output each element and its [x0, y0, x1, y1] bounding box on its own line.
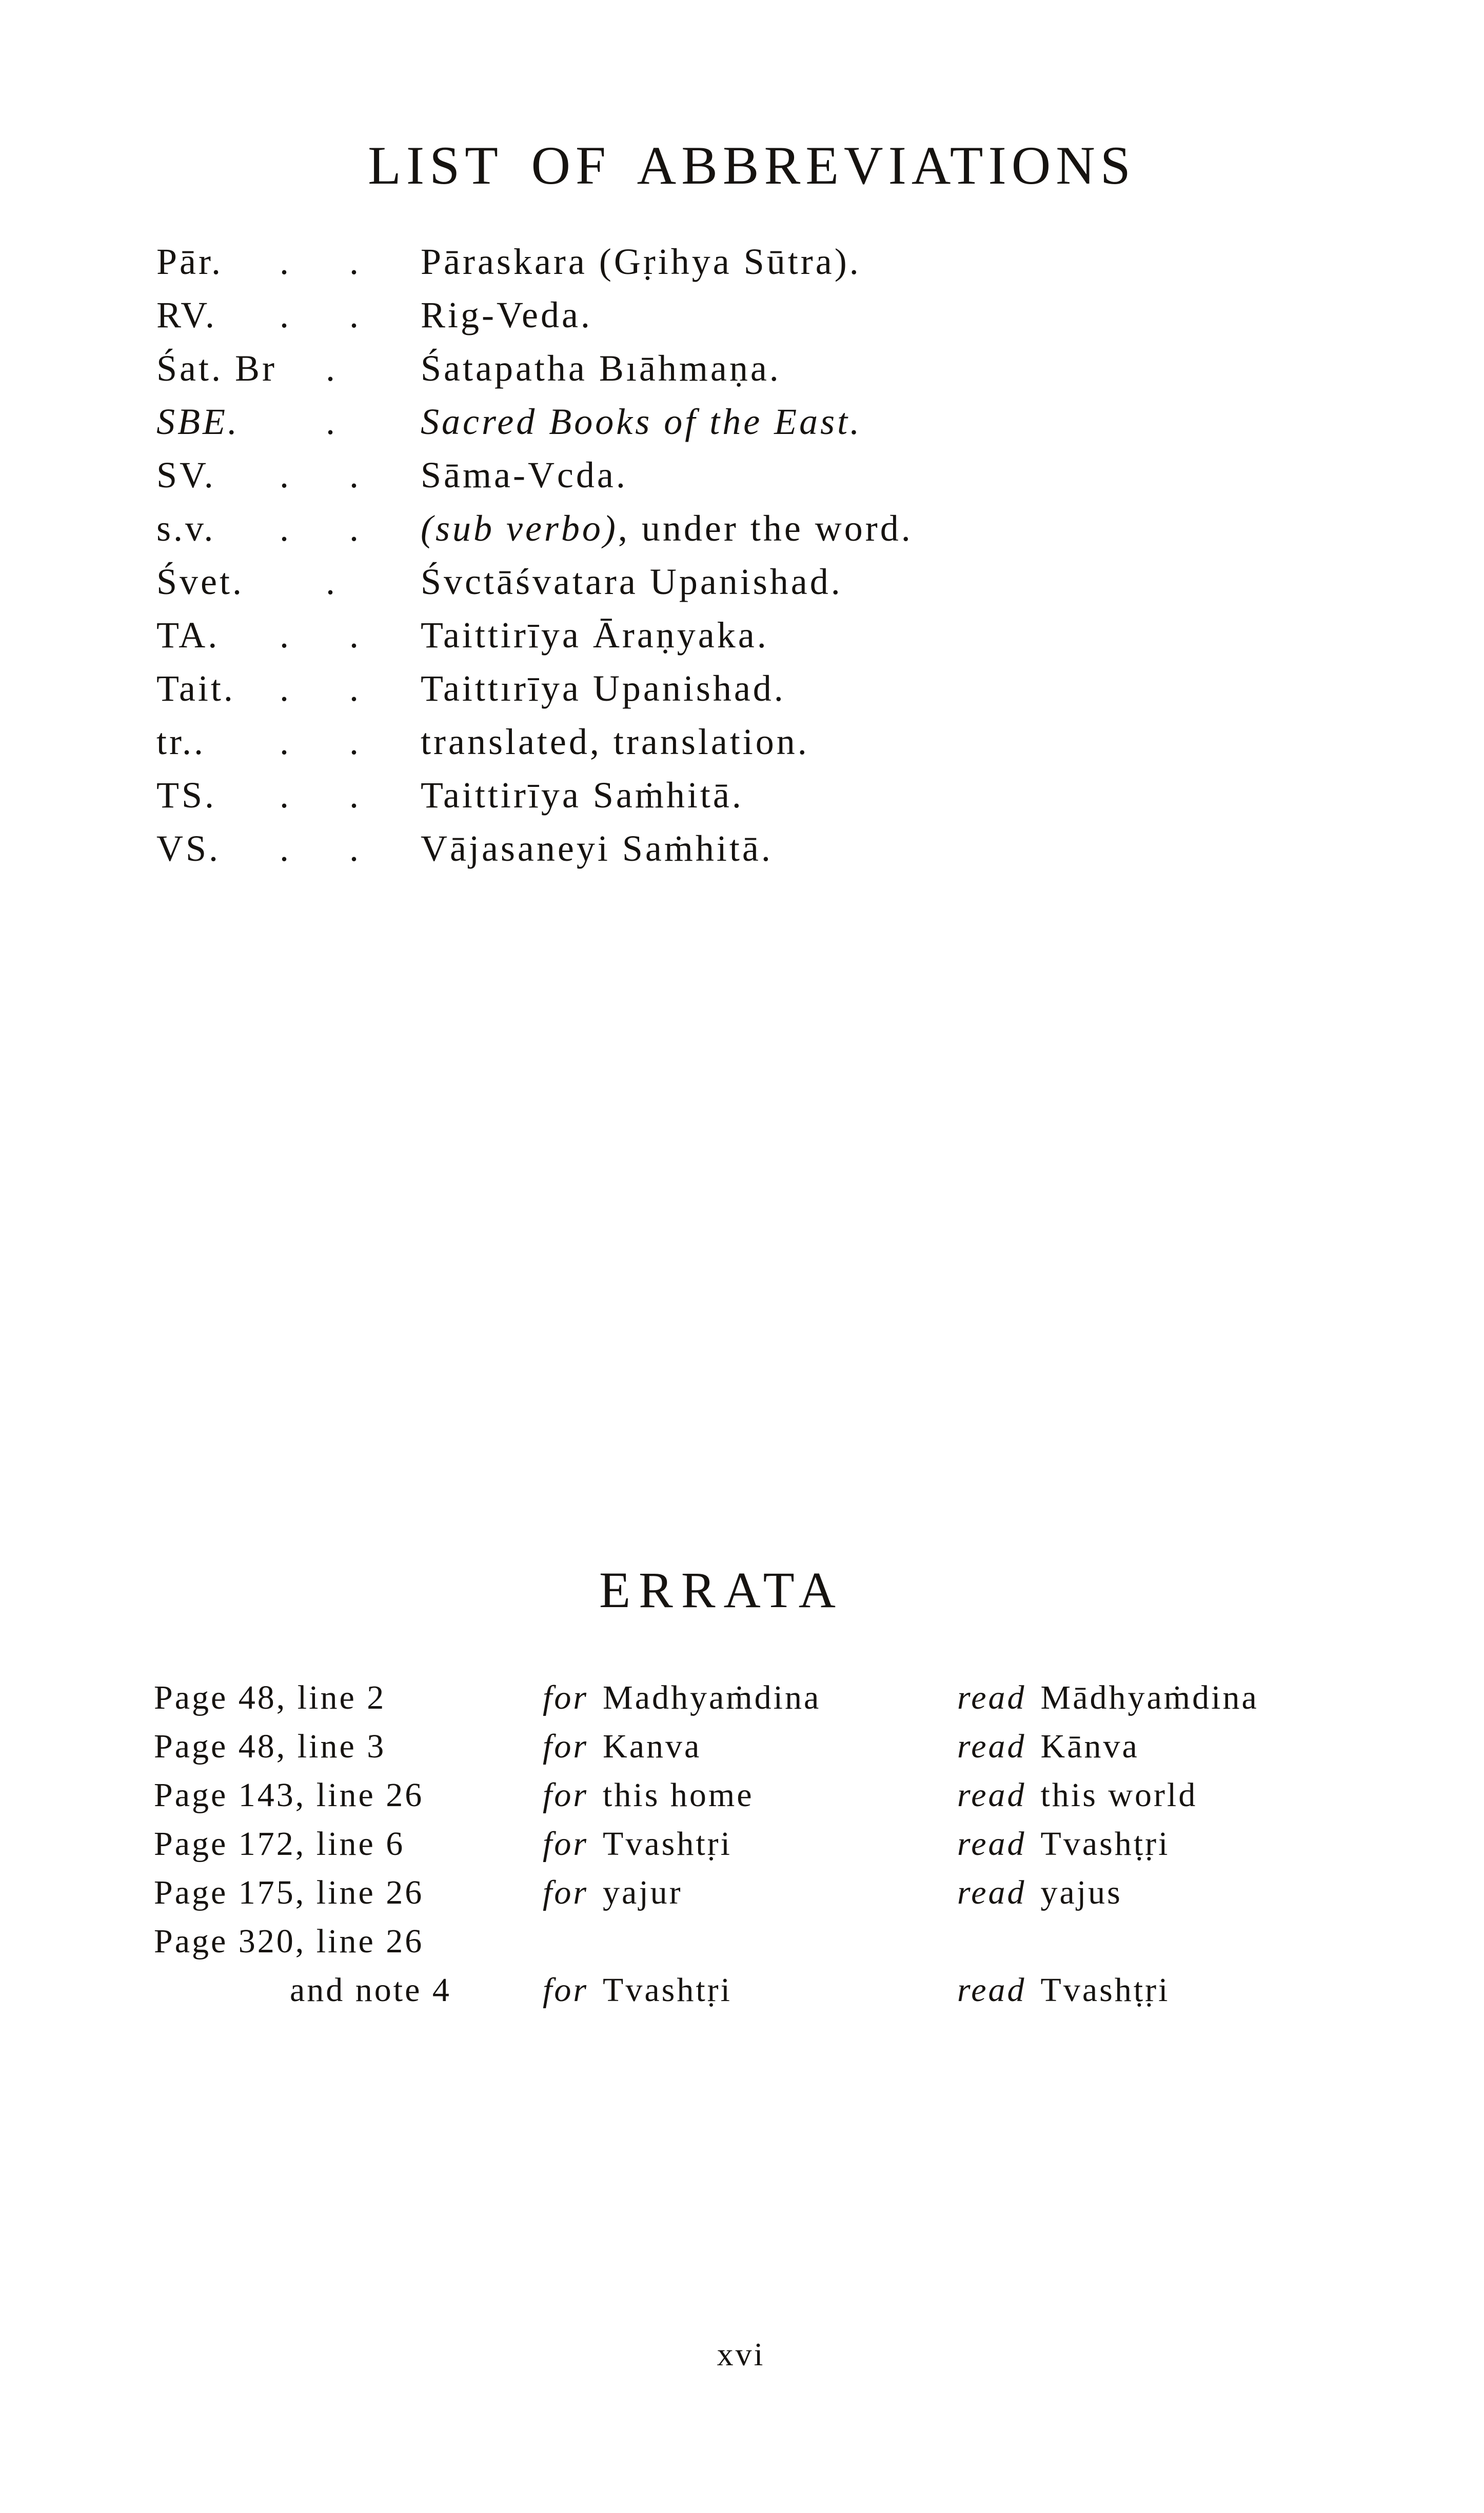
abbreviation-row: [156, 662, 1336, 715]
leader-dots: .: [326, 561, 338, 602]
errata-for-word: Madhyaṁdina: [603, 1679, 821, 1716]
errata-location: Page 175, line 26: [154, 1874, 424, 1911]
errata-location: Page 320, line 26: [154, 1923, 424, 1960]
abbreviation-row: [156, 822, 1336, 875]
errata-read-cell: [957, 1673, 1259, 1722]
errata-for-label: for: [543, 1825, 589, 1863]
abbreviation-definition: (sub verbo), under the word.: [421, 508, 913, 549]
leader-dots: . .: [280, 615, 361, 656]
abbreviation-label: tr..: [156, 721, 206, 762]
abbreviation-row: [156, 555, 1336, 608]
abbreviation-label: Śat. Br: [156, 348, 278, 389]
errata-read-word: Mādhyaṁdina: [1040, 1679, 1259, 1716]
abbreviation-label: TS.: [156, 775, 217, 816]
abbreviation-row: [156, 502, 1336, 555]
errata-read-cell: [957, 1819, 1170, 1868]
errata-read-cell: [957, 1771, 1197, 1819]
abbreviations-list: [156, 235, 1336, 875]
leader-dots: .: [326, 348, 338, 389]
abbreviation-label: Pār.: [156, 241, 224, 282]
errata-list: [154, 1673, 1436, 2014]
errata-for-label: for: [543, 1679, 589, 1716]
leader-dots: . .: [280, 668, 361, 709]
leader-dots: . .: [280, 721, 361, 762]
abbreviation-row: [156, 395, 1336, 448]
leader-dots: . .: [280, 775, 361, 816]
errata-read-label: read: [957, 1776, 1026, 1814]
errata-read-word: yajus: [1040, 1874, 1122, 1911]
errata-location: Page 48, line 3: [154, 1728, 386, 1765]
errata-for-label: for: [543, 1874, 589, 1911]
abbreviation-row: [156, 768, 1336, 822]
abbreviation-label: s.v.: [156, 508, 216, 549]
errata-read-word: Tvashṭṛi: [1040, 1971, 1170, 2009]
abbreviation-row: [156, 608, 1336, 662]
abbreviation-row: [156, 715, 1336, 768]
abbreviation-definition: Sacred Books of the East.: [421, 401, 862, 442]
abbreviation-definition: Pāraskara (Gṛihya Sūtra).: [421, 241, 861, 282]
errata-read-cell: [957, 1868, 1122, 1917]
abbreviation-row: [156, 235, 1336, 288]
errata-read-word: Tvashṭṛi: [1040, 1825, 1170, 1863]
errata-read-label: read: [957, 1679, 1026, 1716]
errata-location: Page 48, line 2: [154, 1679, 386, 1716]
abbreviation-label: SV.: [156, 454, 216, 496]
errata-for-word: Kanva: [603, 1728, 702, 1765]
abbreviation-label: RV.: [156, 294, 217, 335]
abbreviation-definition: translated, translation.: [421, 721, 809, 762]
abbreviation-definition: Taittirīya Saṁhitā.: [421, 775, 744, 816]
page-title: LIST OF ABBREVIATIONS: [368, 135, 1136, 195]
abbreviation-definition: Sāma-Vcda.: [421, 454, 628, 496]
errata-read-label: read: [957, 1825, 1026, 1863]
errata-for-label: for: [543, 1971, 589, 2009]
leader-dots: . .: [280, 241, 361, 282]
abbreviation-row: [156, 448, 1336, 502]
abbreviation-definition: Rig-Veda.: [421, 294, 592, 335]
errata-row: [154, 1673, 1436, 1722]
abbreviation-row: [156, 288, 1336, 342]
leader-dots: . .: [280, 828, 361, 869]
errata-for-word: this home: [603, 1776, 754, 1814]
errata-for-cell: [543, 1868, 683, 1917]
abbreviation-definition: Taittırīya Upanishad.: [421, 668, 786, 709]
errata-for-cell: [543, 1966, 732, 2014]
errata-read-cell: [957, 1966, 1170, 2014]
abbreviation-definition: Śvctāśvatara Upanishad.: [421, 561, 843, 602]
abbreviation-label: TA.: [156, 615, 220, 656]
errata-read-label: read: [957, 1971, 1026, 2009]
abbreviation-label: Śvet.: [156, 561, 245, 602]
errata-location: Page 143, line 26: [154, 1776, 424, 1814]
page-number: xvi: [717, 2336, 765, 2372]
errata-read-cell: [957, 1722, 1139, 1771]
errata-location: and note 4: [290, 1971, 451, 2009]
errata-for-label: for: [543, 1728, 589, 1765]
errata-for-cell: [543, 1722, 701, 1771]
errata-row: [154, 1722, 1436, 1771]
abbreviation-definition: Taittirīya Āraṇyaka.: [421, 615, 769, 656]
errata-for-word: Tvashtṛi: [603, 1825, 732, 1863]
errata-read-label: read: [957, 1728, 1026, 1765]
abbreviation-label: SBE.: [156, 401, 240, 442]
abbreviation-label: Tait.: [156, 668, 235, 709]
errata-for-cell: [543, 1673, 821, 1722]
errata-read-label: read: [957, 1874, 1026, 1911]
errata-row: [154, 1771, 1436, 1819]
leader-dots: . .: [280, 454, 361, 496]
errata-for-label: for: [543, 1776, 589, 1814]
errata-read-word: this world: [1040, 1776, 1198, 1814]
abbreviation-definition: Śatapatha Bıāhmaṇa.: [421, 348, 781, 389]
errata-read-word: Kānva: [1040, 1728, 1139, 1765]
errata-for-word: yajur: [603, 1874, 683, 1911]
abbreviation-definition: Vājasaneyi Saṁhitā.: [421, 828, 773, 869]
leader-dots: . .: [280, 508, 361, 549]
leader-dots: .: [326, 401, 338, 442]
errata-row: [154, 1868, 1436, 1917]
errata-for-word: Tvashtṛi: [603, 1971, 732, 2009]
leader-dots: . .: [280, 294, 361, 335]
errata-heading: ERRATA: [599, 1561, 844, 1618]
errata-row: [154, 1917, 1436, 1966]
errata-row: [154, 1966, 1436, 2014]
errata-for-cell: [543, 1819, 732, 1868]
abbreviation-row: [156, 342, 1336, 395]
abbreviation-label: VS.: [156, 828, 221, 869]
errata-row: [154, 1819, 1436, 1868]
errata-for-cell: [543, 1771, 754, 1819]
errata-location: Page 172, line 6: [154, 1825, 405, 1863]
